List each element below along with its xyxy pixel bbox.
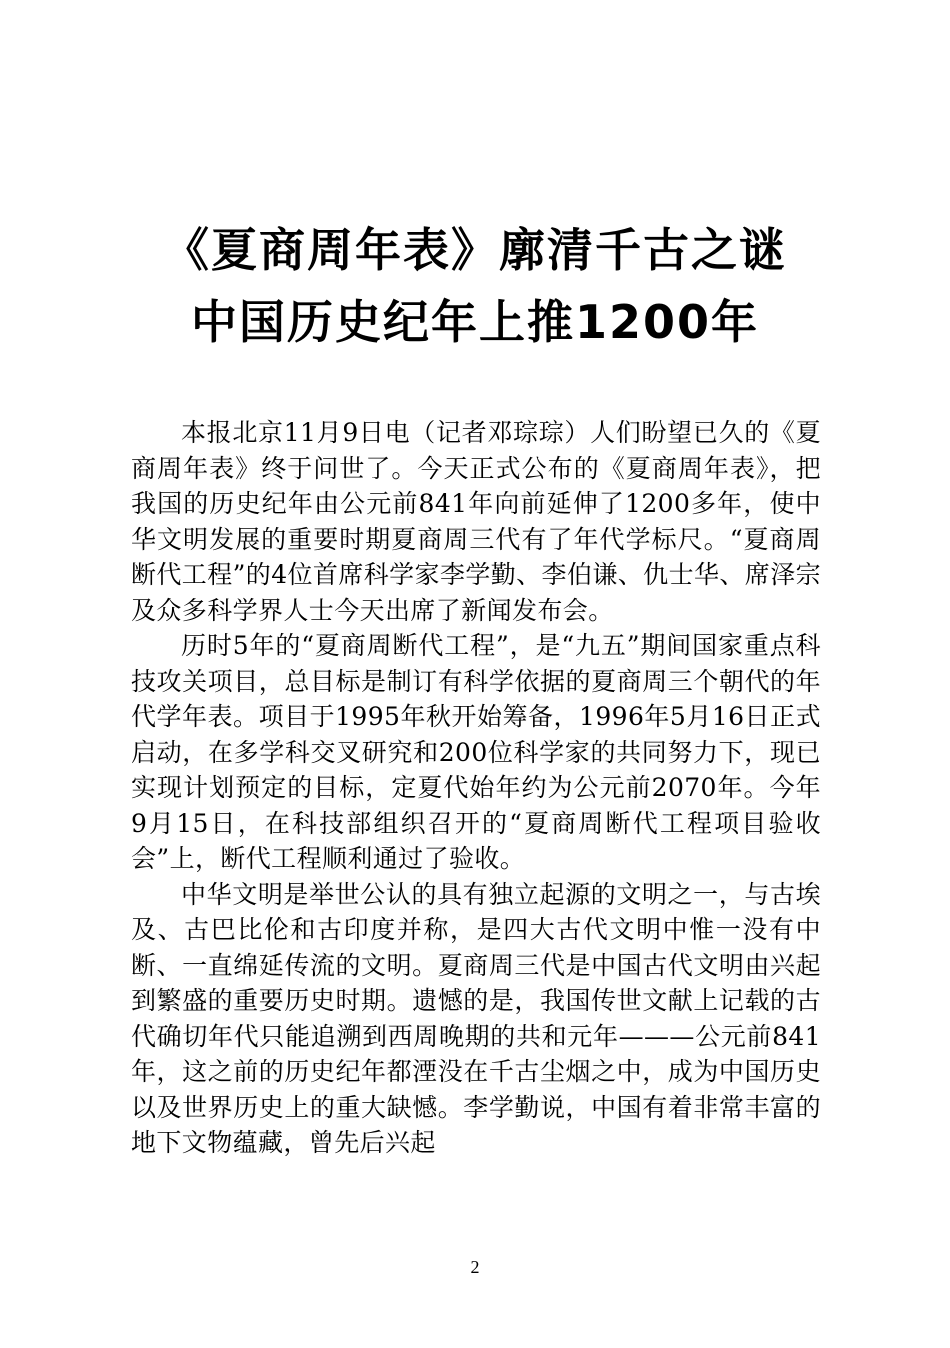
paragraph-1: 本报北京11月9日电（记者邓琮琮）人们盼望已久的《夏商周年表》终于问世了。今天正式公布的《夏商周年表》，把我国的历史纪年由公元前841年向前延伸了1200多年，使中华文明发展的重要时期夏商周三代有了年代学标尺。“夏商周断代工程”的4位首席科学家李学勤、李伯谦、仇士华、席泽宗及众多科学界人士今天出席了新闻发布会。 <box>131 418 821 625</box>
title-line-1: 《夏商周年表》廓清千古之谜 <box>163 223 787 277</box>
paragraph-3: 中华文明是举世公认的具有独立起源的文明之一，与古埃及、古巴比伦和古印度并称，是四大古代文明中惟一没有中断、一直绵延传流的文明。夏商周三代是中国古代文明由兴起到繁盛的重要历史时期。遗憾的是，我国传世文献上记载的古代确切年代只能追溯到西周晚期的共和元年———公元前841年，这之前的历史纪年都湮没在千古尘烟之中，成为中国历史以及世界历史上的重大缺憾。李学勤说，中国有着非常丰富的地下文物蕴藏，曾先后兴起 <box>131 879 821 1157</box>
article-title <box>90 214 860 358</box>
page-number: 2 <box>470 1257 480 1277</box>
title-line-2: 中国历史纪年上推1200年 <box>190 295 760 349</box>
paragraph-2: 历时5年的“夏商周断代工程”，是“九五”期间国家重点科技攻关项目，总目标是制订有科学依据的夏商周三个朝代的年代学年表。项目于1995年秋开始筹备，1996年5月16日正式启动，在多学科交叉研究和200位科学家的共同努力下，现已实现计划预定的目标，定夏代始年约为公元前2070年。今年9月15日，在科技部组织召开的“夏商周断代工程项目验收会”上，断代工程顺利通过了验收。 <box>131 631 821 873</box>
article-body <box>131 415 821 1161</box>
